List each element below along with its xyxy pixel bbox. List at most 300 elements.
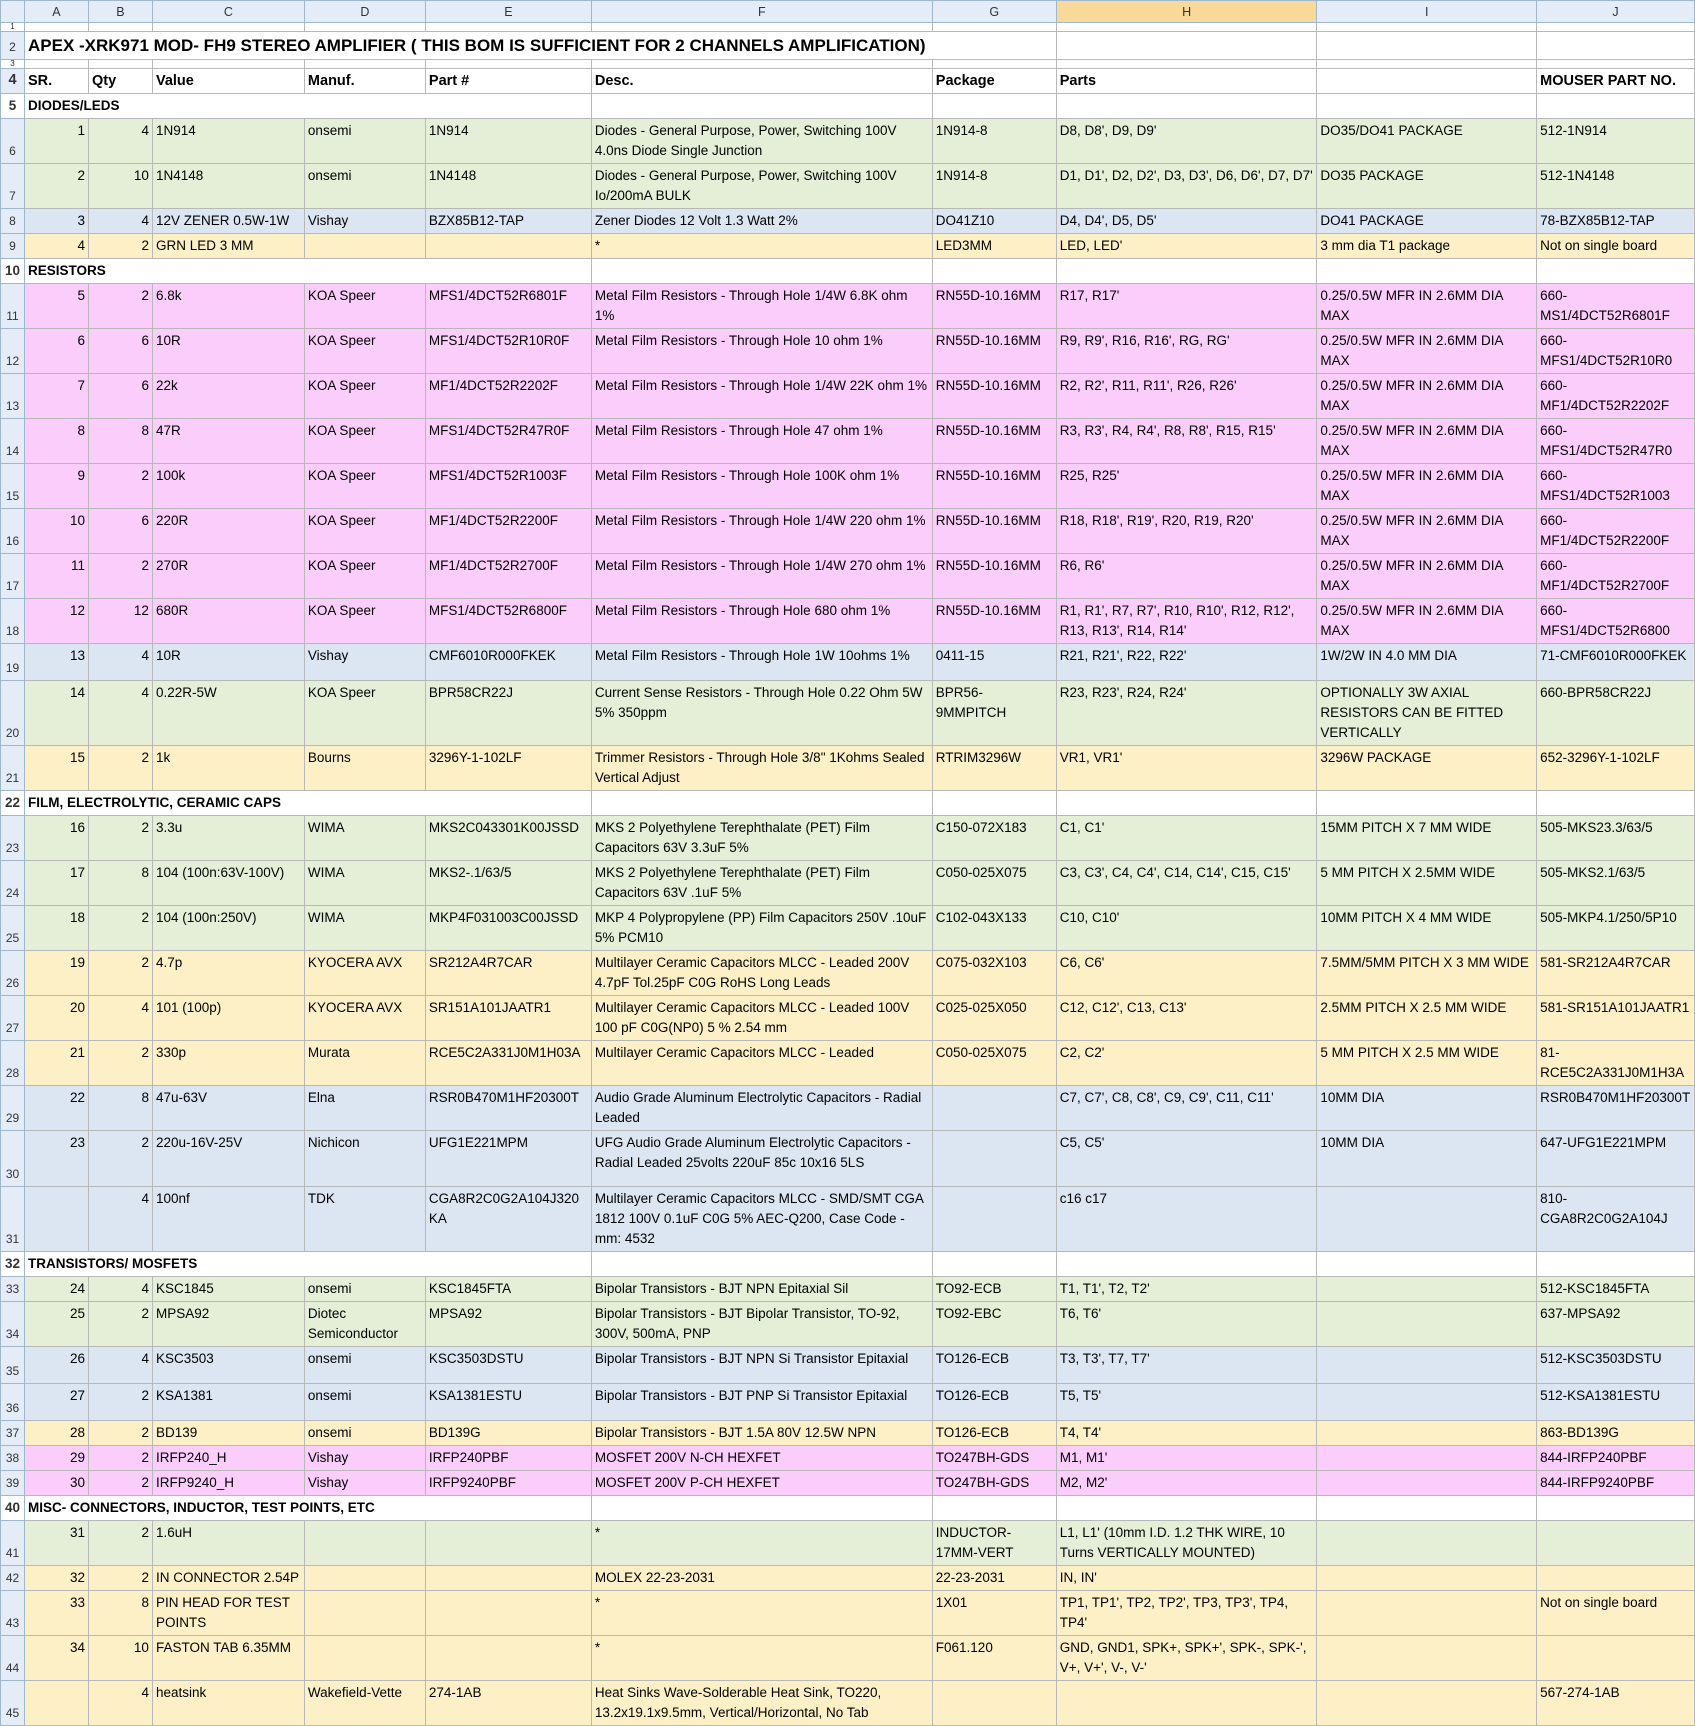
cell-part-number[interactable]: MFS1/4DCT52R6800F: [425, 599, 591, 644]
cell-description[interactable]: MOSFET 200V N-CH HEXFET: [591, 1446, 932, 1471]
cell[interactable]: [1537, 1252, 1695, 1277]
header-sr[interactable]: SR.: [24, 69, 88, 94]
cell-description[interactable]: Metal Film Resistors - Through Hole 100K ohm 1%: [591, 464, 932, 509]
cell-notes[interactable]: [1317, 1347, 1537, 1384]
cell-notes[interactable]: 0.25/0.5W MFR IN 2.6MM DIA MAX: [1317, 419, 1537, 464]
cell-value[interactable]: 270R: [152, 554, 304, 599]
cell-notes[interactable]: 0.25/0.5W MFR IN 2.6MM DIA MAX: [1317, 464, 1537, 509]
cell[interactable]: [1317, 1252, 1537, 1277]
cell-value[interactable]: BD139: [152, 1421, 304, 1446]
cell-qty[interactable]: 4: [88, 996, 152, 1041]
cell-sr[interactable]: 14: [24, 681, 88, 746]
cell-manufacturer[interactable]: WIMA: [304, 861, 425, 906]
cell-manufacturer[interactable]: [304, 1591, 425, 1636]
cell-description[interactable]: Metal Film Resistors - Through Hole 10 ohm 1%: [591, 329, 932, 374]
cell[interactable]: [1317, 1496, 1537, 1521]
cell-notes[interactable]: 3296W PACKAGE: [1317, 746, 1537, 791]
cell-qty[interactable]: 8: [88, 419, 152, 464]
section-title[interactable]: DIODES/LEDS: [24, 94, 591, 119]
cell-manufacturer[interactable]: TDK: [304, 1187, 425, 1252]
cell[interactable]: [591, 60, 932, 69]
cell-parts[interactable]: T5, T5': [1056, 1384, 1317, 1421]
cell-manufacturer[interactable]: onsemi: [304, 1277, 425, 1302]
cell-parts[interactable]: M2, M2': [1056, 1471, 1317, 1496]
cell-manufacturer[interactable]: [304, 1636, 425, 1681]
cell[interactable]: [1317, 32, 1537, 60]
cell-value[interactable]: 0.22R-5W: [152, 681, 304, 746]
cell-description[interactable]: Bipolar Transistors - BJT 1.5A 80V 12.5W NPN: [591, 1421, 932, 1446]
cell-parts[interactable]: R3, R3', R4, R4', R8, R8', R15, R15': [1056, 419, 1317, 464]
cell-value[interactable]: KSC1845: [152, 1277, 304, 1302]
cell[interactable]: [304, 23, 425, 32]
cell-part-number[interactable]: RCE5C2A331J0M1H03A: [425, 1041, 591, 1086]
cell-parts[interactable]: M1, M1': [1056, 1446, 1317, 1471]
cell-package[interactable]: TO126-ECB: [932, 1347, 1056, 1384]
cell-qty[interactable]: 10: [88, 164, 152, 209]
cell-value[interactable]: 1N914: [152, 119, 304, 164]
cell-part-number[interactable]: BPR58CR22J: [425, 681, 591, 746]
cell-qty[interactable]: 2: [88, 746, 152, 791]
cell[interactable]: [932, 1496, 1056, 1521]
cell-package[interactable]: F061.120: [932, 1636, 1056, 1681]
cell-sr[interactable]: 2: [24, 164, 88, 209]
cell-mouser-part-no[interactable]: 512-KSA1381ESTU: [1537, 1384, 1695, 1421]
cell-part-number[interactable]: KSA1381ESTU: [425, 1384, 591, 1421]
cell-mouser-part-no[interactable]: 581-SR212A4R7CAR: [1537, 951, 1695, 996]
cell-value[interactable]: 22k: [152, 374, 304, 419]
cell-mouser-part-no[interactable]: 567-274-1AB: [1537, 1681, 1695, 1726]
cell-part-number[interactable]: KSC3503DSTU: [425, 1347, 591, 1384]
cell-mouser-part-no[interactable]: 647-UFG1E221MPM: [1537, 1131, 1695, 1187]
column-header-g[interactable]: G: [932, 1, 1056, 23]
column-header-b[interactable]: B: [88, 1, 152, 23]
row-header[interactable]: 41: [1, 1521, 25, 1566]
row-header[interactable]: 13: [1, 374, 25, 419]
row-header[interactable]: 40: [1, 1496, 25, 1521]
cell-part-number[interactable]: SR151A101JAATR1: [425, 996, 591, 1041]
cell-description[interactable]: UFG Audio Grade Aluminum Electrolytic Capacitors - Radial Leaded 25volts 220uF 85c 10x16 5LS: [591, 1131, 932, 1187]
cell-description[interactable]: *: [591, 234, 932, 259]
cell-mouser-part-no[interactable]: 863-BD139G: [1537, 1421, 1695, 1446]
cell-sr[interactable]: 15: [24, 746, 88, 791]
cell-part-number[interactable]: MF1/4DCT52R2202F: [425, 374, 591, 419]
cell-notes[interactable]: [1317, 1471, 1537, 1496]
cell-parts[interactable]: R17, R17': [1056, 284, 1317, 329]
cell-qty[interactable]: 2: [88, 951, 152, 996]
row-header[interactable]: 25: [1, 906, 25, 951]
cell-manufacturer[interactable]: KOA Speer: [304, 554, 425, 599]
row-header[interactable]: 20: [1, 681, 25, 746]
cell-description[interactable]: Bipolar Transistors - BJT NPN Epitaxial Sil: [591, 1277, 932, 1302]
header-value[interactable]: Value: [152, 69, 304, 94]
cell-value[interactable]: KSC3503: [152, 1347, 304, 1384]
cell-notes[interactable]: 0.25/0.5W MFR IN 2.6MM DIA MAX: [1317, 599, 1537, 644]
row-header[interactable]: 39: [1, 1471, 25, 1496]
cell-description[interactable]: Metal Film Resistors - Through Hole 1W 10ohms 1%: [591, 644, 932, 681]
cell-description[interactable]: Metal Film Resistors - Through Hole 1/4W 270 ohm 1%: [591, 554, 932, 599]
cell-qty[interactable]: 2: [88, 284, 152, 329]
row-header[interactable]: 10: [1, 259, 25, 284]
cell-package[interactable]: RN55D-10.16MM: [932, 599, 1056, 644]
cell-qty[interactable]: 8: [88, 1086, 152, 1131]
cell-package[interactable]: INDUCTOR-17MM-VERT: [932, 1521, 1056, 1566]
cell-mouser-part-no[interactable]: 844-IRFP240PBF: [1537, 1446, 1695, 1471]
cell-part-number[interactable]: MFS1/4DCT52R47R0F: [425, 419, 591, 464]
cell[interactable]: [932, 60, 1056, 69]
cell-package[interactable]: RN55D-10.16MM: [932, 509, 1056, 554]
cell-parts[interactable]: C1, C1': [1056, 816, 1317, 861]
cell-package[interactable]: BPR56-9MMPITCH: [932, 681, 1056, 746]
cell-manufacturer[interactable]: Nichicon: [304, 1131, 425, 1187]
cell[interactable]: [1317, 23, 1537, 32]
cell-part-number[interactable]: MF1/4DCT52R2700F: [425, 554, 591, 599]
cell-parts[interactable]: C5, C5': [1056, 1131, 1317, 1187]
cell-part-number[interactable]: MFS1/4DCT52R6801F: [425, 284, 591, 329]
cell-manufacturer[interactable]: KYOCERA AVX: [304, 996, 425, 1041]
row-header[interactable]: 16: [1, 509, 25, 554]
cell[interactable]: [591, 1496, 932, 1521]
cell-package[interactable]: [932, 1187, 1056, 1252]
cell-notes[interactable]: [1317, 1446, 1537, 1471]
cell-sr[interactable]: 27: [24, 1384, 88, 1421]
cell-notes[interactable]: DO35 PACKAGE: [1317, 164, 1537, 209]
cell-parts[interactable]: T4, T4': [1056, 1421, 1317, 1446]
cell-mouser-part-no[interactable]: [1537, 1566, 1695, 1591]
cell-value[interactable]: 3.3u: [152, 816, 304, 861]
cell-manufacturer[interactable]: Vishay: [304, 209, 425, 234]
cell-part-number[interactable]: 1N914: [425, 119, 591, 164]
cell-part-number[interactable]: MF1/4DCT52R2200F: [425, 509, 591, 554]
cell-value[interactable]: 47u-63V: [152, 1086, 304, 1131]
cell-description[interactable]: MKP 4 Polypropylene (PP) Film Capacitors 250V .10uF 5% PCM10: [591, 906, 932, 951]
cell-value[interactable]: 10R: [152, 644, 304, 681]
row-header[interactable]: 17: [1, 554, 25, 599]
cell-mouser-part-no[interactable]: 660-MFS1/4DCT52R6800: [1537, 599, 1695, 644]
cell[interactable]: [591, 1252, 932, 1277]
cell[interactable]: [88, 60, 152, 69]
row-header[interactable]: 5: [1, 94, 25, 119]
row-header[interactable]: 22: [1, 791, 25, 816]
cell-description[interactable]: Bipolar Transistors - BJT Bipolar Transistor, TO-92, 300V, 500mA, PNP: [591, 1302, 932, 1347]
cell-sr[interactable]: [24, 1681, 88, 1726]
cell-package[interactable]: TO126-ECB: [932, 1384, 1056, 1421]
cell-package[interactable]: LED3MM: [932, 234, 1056, 259]
cell-notes[interactable]: [1317, 1384, 1537, 1421]
cell-notes[interactable]: DO41 PACKAGE: [1317, 209, 1537, 234]
cell[interactable]: [1056, 23, 1317, 32]
cell-mouser-part-no[interactable]: 660-MFS1/4DCT52R1003: [1537, 464, 1695, 509]
cell-sr[interactable]: 34: [24, 1636, 88, 1681]
cell-qty[interactable]: 2: [88, 1471, 152, 1496]
cell-description[interactable]: Bipolar Transistors - BJT PNP Si Transistor Epitaxial: [591, 1384, 932, 1421]
cell-part-number[interactable]: UFG1E221MPM: [425, 1131, 591, 1187]
cell-sr[interactable]: 5: [24, 284, 88, 329]
cell-description[interactable]: Bipolar Transistors - BJT NPN Si Transistor Epitaxial: [591, 1347, 932, 1384]
row-header[interactable]: 34: [1, 1302, 25, 1347]
cell-mouser-part-no[interactable]: Not on single board: [1537, 234, 1695, 259]
cell-mouser-part-no[interactable]: 637-MPSA92: [1537, 1302, 1695, 1347]
cell[interactable]: [1537, 791, 1695, 816]
cell-parts[interactable]: R6, R6': [1056, 554, 1317, 599]
cell-qty[interactable]: 6: [88, 374, 152, 419]
cell-value[interactable]: heatsink: [152, 1681, 304, 1726]
cell-parts[interactable]: GND, GND1, SPK+, SPK+', SPK-, SPK-', V+, V+', V-, V-': [1056, 1636, 1317, 1681]
cell-description[interactable]: Metal Film Resistors - Through Hole 47 ohm 1%: [591, 419, 932, 464]
cell-notes[interactable]: 15MM PITCH X 7 MM WIDE: [1317, 816, 1537, 861]
cell-parts[interactable]: R9, R9', R16, R16', RG, RG': [1056, 329, 1317, 374]
cell-qty[interactable]: 2: [88, 1521, 152, 1566]
cell-mouser-part-no[interactable]: 505-MKS2.1/63/5: [1537, 861, 1695, 906]
cell-description[interactable]: Trimmer Resistors - Through Hole 3/8" 1Kohms Sealed Vertical Adjust: [591, 746, 932, 791]
cell-notes[interactable]: [1317, 1421, 1537, 1446]
cell-mouser-part-no[interactable]: 512-1N4148: [1537, 164, 1695, 209]
cell-qty[interactable]: 4: [88, 209, 152, 234]
cell-sr[interactable]: 3: [24, 209, 88, 234]
cell-notes[interactable]: [1317, 1302, 1537, 1347]
cell-description[interactable]: Multilayer Ceramic Capacitors MLCC - Leaded: [591, 1041, 932, 1086]
row-header[interactable]: 35: [1, 1347, 25, 1384]
cell-notes[interactable]: OPTIONALLY 3W AXIAL RESISTORS CAN BE FITTED VERTICALLY: [1317, 681, 1537, 746]
cell-manufacturer[interactable]: onsemi: [304, 1421, 425, 1446]
cell-notes[interactable]: [1317, 1591, 1537, 1636]
cell-value[interactable]: 12V ZENER 0.5W-1W: [152, 209, 304, 234]
cell-manufacturer[interactable]: onsemi: [304, 1384, 425, 1421]
row-header[interactable]: 3: [1, 60, 25, 69]
cell-parts[interactable]: R23, R23', R24, R24': [1056, 681, 1317, 746]
cell-sr[interactable]: 10: [24, 509, 88, 554]
cell-mouser-part-no[interactable]: 81-RCE5C2A331J0M1H3A: [1537, 1041, 1695, 1086]
row-header[interactable]: 1: [1, 23, 25, 32]
row-header[interactable]: 36: [1, 1384, 25, 1421]
cell-value[interactable]: 6.8k: [152, 284, 304, 329]
cell-mouser-part-no[interactable]: Not on single board: [1537, 1591, 1695, 1636]
cell-part-number[interactable]: 3296Y-1-102LF: [425, 746, 591, 791]
cell-value[interactable]: 1k: [152, 746, 304, 791]
header-manufacturer[interactable]: Manuf.: [304, 69, 425, 94]
cell[interactable]: [932, 1252, 1056, 1277]
cell-mouser-part-no[interactable]: 660-MFS1/4DCT52R47R0: [1537, 419, 1695, 464]
cell-parts[interactable]: C2, C2': [1056, 1041, 1317, 1086]
cell-description[interactable]: Metal Film Resistors - Through Hole 680 ohm 1%: [591, 599, 932, 644]
cell-notes[interactable]: 10MM DIA: [1317, 1131, 1537, 1187]
cell[interactable]: [425, 23, 591, 32]
cell-parts[interactable]: R21, R21', R22, R22': [1056, 644, 1317, 681]
cell-value[interactable]: FASTON TAB 6.35MM: [152, 1636, 304, 1681]
cell-value[interactable]: 1N4148: [152, 164, 304, 209]
cell-sr[interactable]: 7: [24, 374, 88, 419]
cell-package[interactable]: 22-23-2031: [932, 1566, 1056, 1591]
cell-mouser-part-no[interactable]: 512-1N914: [1537, 119, 1695, 164]
column-header-d[interactable]: D: [304, 1, 425, 23]
cell-description[interactable]: Multilayer Ceramic Capacitors MLCC - SMD/SMT CGA 1812 100V 0.1uF C0G 5% AEC-Q200, Case Code - mm: 4532: [591, 1187, 932, 1252]
cell[interactable]: [1537, 23, 1695, 32]
cell-sr[interactable]: 6: [24, 329, 88, 374]
cell-mouser-part-no[interactable]: 660-BPR58CR22J: [1537, 681, 1695, 746]
cell-manufacturer[interactable]: KOA Speer: [304, 464, 425, 509]
cell-notes[interactable]: [1317, 1636, 1537, 1681]
cell-part-number[interactable]: MFS1/4DCT52R10R0F: [425, 329, 591, 374]
cell-package[interactable]: TO126-ECB: [932, 1421, 1056, 1446]
cell-mouser-part-no[interactable]: 71-CMF6010R000FKEK: [1537, 644, 1695, 681]
cell-sr[interactable]: 11: [24, 554, 88, 599]
cell-part-number[interactable]: CGA8R2C0G2A104J320KA: [425, 1187, 591, 1252]
cell-manufacturer[interactable]: Vishay: [304, 1446, 425, 1471]
cell[interactable]: [1056, 32, 1317, 60]
cell-package[interactable]: DO41Z10: [932, 209, 1056, 234]
cell-part-number[interactable]: IRFP240PBF: [425, 1446, 591, 1471]
cell-parts[interactable]: R25, R25': [1056, 464, 1317, 509]
cell-mouser-part-no[interactable]: 505-MKP4.1/250/5P10: [1537, 906, 1695, 951]
cell[interactable]: [932, 791, 1056, 816]
cell[interactable]: [1537, 1496, 1695, 1521]
cell-mouser-part-no[interactable]: 660-MF1/4DCT52R2700F: [1537, 554, 1695, 599]
cell-sr[interactable]: 16: [24, 816, 88, 861]
row-header[interactable]: 12: [1, 329, 25, 374]
cell-package[interactable]: RN55D-10.16MM: [932, 374, 1056, 419]
cell-parts[interactable]: T1, T1', T2, T2': [1056, 1277, 1317, 1302]
cell-notes[interactable]: 5 MM PITCH X 2.5MM WIDE: [1317, 861, 1537, 906]
column-header-e[interactable]: E: [425, 1, 591, 23]
cell-sr[interactable]: 33: [24, 1591, 88, 1636]
cell-description[interactable]: Multilayer Ceramic Capacitors MLCC - Leaded 200V 4.7pF Tol.25pF C0G RoHS Long Leads: [591, 951, 932, 996]
cell-value[interactable]: 1.6uH: [152, 1521, 304, 1566]
header-qty[interactable]: Qty: [88, 69, 152, 94]
cell-manufacturer[interactable]: onsemi: [304, 164, 425, 209]
cell-parts[interactable]: D1, D1', D2, D2', D3, D3', D6, D6', D7, D7': [1056, 164, 1317, 209]
cell-part-number[interactable]: MFS1/4DCT52R1003F: [425, 464, 591, 509]
cell-package[interactable]: [932, 1681, 1056, 1726]
cell-sr[interactable]: 1: [24, 119, 88, 164]
row-header[interactable]: 4: [1, 69, 25, 94]
cell-parts[interactable]: D8, D8', D9, D9': [1056, 119, 1317, 164]
cell-sr[interactable]: 26: [24, 1347, 88, 1384]
cell-description[interactable]: MOSFET 200V P-CH HEXFET: [591, 1471, 932, 1496]
cell-description[interactable]: Audio Grade Aluminum Electrolytic Capacitors - Radial Leaded: [591, 1086, 932, 1131]
cell-notes[interactable]: 1W/2W IN 4.0 MM DIA: [1317, 644, 1537, 681]
cell-qty[interactable]: 4: [88, 119, 152, 164]
cell-parts[interactable]: L1, L1' (10mm I.D. 1.2 THK WIRE, 10 Turns VERTICALLY MOUNTED): [1056, 1521, 1317, 1566]
cell-mouser-part-no[interactable]: 660-MFS1/4DCT52R10R0: [1537, 329, 1695, 374]
cell-qty[interactable]: 8: [88, 1591, 152, 1636]
row-header[interactable]: 29: [1, 1086, 25, 1131]
cell-parts[interactable]: IN, IN': [1056, 1566, 1317, 1591]
row-header[interactable]: 45: [1, 1681, 25, 1726]
cell-value[interactable]: 220R: [152, 509, 304, 554]
cell-package[interactable]: C102-043X133: [932, 906, 1056, 951]
cell-parts[interactable]: C6, C6': [1056, 951, 1317, 996]
cell-value[interactable]: 680R: [152, 599, 304, 644]
cell-mouser-part-no[interactable]: 652-3296Y-1-102LF: [1537, 746, 1695, 791]
column-header-j[interactable]: J: [1537, 1, 1695, 23]
cell-manufacturer[interactable]: KOA Speer: [304, 329, 425, 374]
row-header[interactable]: 21: [1, 746, 25, 791]
cell-value[interactable]: 104 (100n:250V): [152, 906, 304, 951]
cell-sr[interactable]: 12: [24, 599, 88, 644]
cell[interactable]: [1537, 32, 1695, 60]
cell-manufacturer[interactable]: Wakefield-Vette: [304, 1681, 425, 1726]
row-header[interactable]: 44: [1, 1636, 25, 1681]
cell-value[interactable]: IRFP9240_H: [152, 1471, 304, 1496]
row-header[interactable]: 30: [1, 1131, 25, 1187]
cell[interactable]: [1537, 60, 1695, 69]
cell-notes[interactable]: 10MM PITCH X 4 MM WIDE: [1317, 906, 1537, 951]
cell[interactable]: [1317, 259, 1537, 284]
cell-qty[interactable]: 8: [88, 861, 152, 906]
row-header[interactable]: 33: [1, 1277, 25, 1302]
row-header[interactable]: 19: [1, 644, 25, 681]
cell-manufacturer[interactable]: WIMA: [304, 816, 425, 861]
row-header[interactable]: 14: [1, 419, 25, 464]
cell-description[interactable]: Zener Diodes 12 Volt 1.3 Watt 2%: [591, 209, 932, 234]
row-header[interactable]: 9: [1, 234, 25, 259]
cell-description[interactable]: MKS 2 Polyethylene Terephthalate (PET) Film Capacitors 63V .1uF 5%: [591, 861, 932, 906]
cell-part-number[interactable]: 274-1AB: [425, 1681, 591, 1726]
cell-mouser-part-no[interactable]: 844-IRFP9240PBF: [1537, 1471, 1695, 1496]
cell-description[interactable]: Diodes - General Purpose, Power, Switching 100V Io/200mA BULK: [591, 164, 932, 209]
cell-parts[interactable]: T6, T6': [1056, 1302, 1317, 1347]
cell-notes[interactable]: 3 mm dia T1 package: [1317, 234, 1537, 259]
cell-sr[interactable]: 22: [24, 1086, 88, 1131]
cell-parts[interactable]: [1056, 1681, 1317, 1726]
cell-qty[interactable]: 12: [88, 599, 152, 644]
cell-sr[interactable]: 18: [24, 906, 88, 951]
cell-value[interactable]: PIN HEAD FOR TEST POINTS: [152, 1591, 304, 1636]
cell-sr[interactable]: 21: [24, 1041, 88, 1086]
cell-manufacturer[interactable]: KYOCERA AVX: [304, 951, 425, 996]
cell[interactable]: [591, 791, 932, 816]
cell[interactable]: [152, 60, 304, 69]
cell-mouser-part-no[interactable]: [1537, 1636, 1695, 1681]
cell-notes[interactable]: 0.25/0.5W MFR IN 2.6MM DIA MAX: [1317, 329, 1537, 374]
cell-package[interactable]: C050-025X075: [932, 1041, 1056, 1086]
cell-package[interactable]: TO247BH-GDS: [932, 1446, 1056, 1471]
cell[interactable]: [1317, 791, 1537, 816]
row-header[interactable]: 27: [1, 996, 25, 1041]
cell-value[interactable]: 100nf: [152, 1187, 304, 1252]
cell-qty[interactable]: 6: [88, 509, 152, 554]
cell-notes[interactable]: 7.5MM/5MM PITCH X 3 MM WIDE: [1317, 951, 1537, 996]
cell-sr[interactable]: 23: [24, 1131, 88, 1187]
cell-part-number[interactable]: BZX85B12-TAP: [425, 209, 591, 234]
row-header[interactable]: 6: [1, 119, 25, 164]
column-header-h[interactable]: H: [1056, 1, 1317, 23]
cell-package[interactable]: C150-072X183: [932, 816, 1056, 861]
cell-part-number[interactable]: RSR0B470M1HF20300T: [425, 1086, 591, 1131]
row-header[interactable]: 26: [1, 951, 25, 996]
cell-description[interactable]: Diodes - General Purpose, Power, Switching 100V 4.0ns Diode Single Junction: [591, 119, 932, 164]
cell-parts[interactable]: C10, C10': [1056, 906, 1317, 951]
cell-manufacturer[interactable]: KOA Speer: [304, 419, 425, 464]
cell-qty[interactable]: 2: [88, 906, 152, 951]
cell-package[interactable]: C025-025X050: [932, 996, 1056, 1041]
cell-notes[interactable]: 2.5MM PITCH X 2.5 MM WIDE: [1317, 996, 1537, 1041]
column-header-i[interactable]: I: [1317, 1, 1537, 23]
cell-value[interactable]: 104 (100n:63V-100V): [152, 861, 304, 906]
cell-sr[interactable]: 29: [24, 1446, 88, 1471]
section-title[interactable]: RESISTORS: [24, 259, 591, 284]
cell[interactable]: [88, 23, 152, 32]
cell-qty[interactable]: 6: [88, 329, 152, 374]
cell[interactable]: [932, 259, 1056, 284]
cell-part-number[interactable]: KSC1845FTA: [425, 1277, 591, 1302]
cell[interactable]: [1317, 94, 1537, 119]
cell-parts[interactable]: R1, R1', R7, R7', R10, R10', R12, R12', R13, R13', R14, R14': [1056, 599, 1317, 644]
row-header[interactable]: 2: [1, 32, 25, 60]
cell-mouser-part-no[interactable]: 581-SR151A101JAATR1: [1537, 996, 1695, 1041]
section-title[interactable]: FILM, ELECTROLYTIC, CERAMIC CAPS: [24, 791, 591, 816]
cell-sr[interactable]: 9: [24, 464, 88, 509]
cell-parts[interactable]: c16 c17: [1056, 1187, 1317, 1252]
